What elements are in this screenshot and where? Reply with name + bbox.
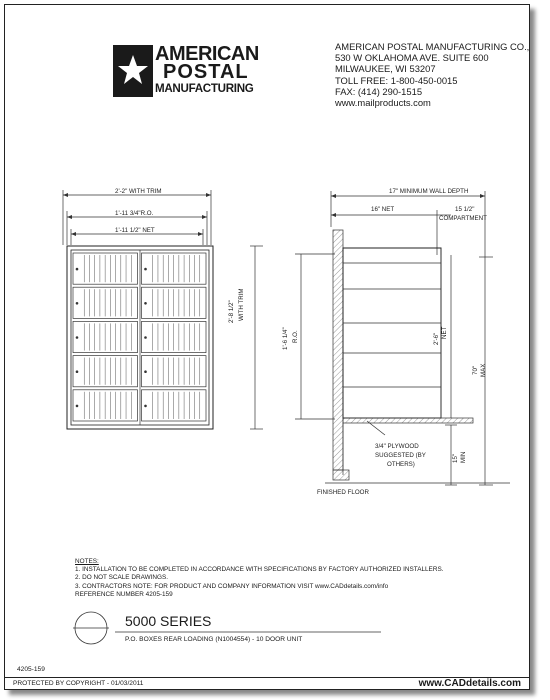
notes-heading: NOTES: (75, 558, 99, 565)
dim-height-trim: 2'-8 1/2" (228, 300, 235, 323)
lock-icon (144, 405, 147, 408)
mailbox-door (142, 356, 207, 387)
footer-bar (5, 677, 529, 690)
mailbox-door (73, 287, 138, 318)
note-1: 1. INSTALLATION TO BE COMPLETED IN ACCORDANCE WITH SPECIFICATIONS BY FACTORY AUTHORIZED INSTALLERS. (75, 566, 444, 574)
dim-net-height-label: NET (441, 326, 448, 339)
company-name: AMERICAN POSTAL MANUFACTURING CO., (335, 41, 530, 52)
mailbox-door (142, 253, 207, 284)
company-address-1: 530 W OKLAHOMA AVE. SUITE 600 (335, 52, 489, 64)
plywood-note-3: OTHERS) (387, 461, 415, 468)
lock-icon (144, 302, 147, 305)
dim-min-height-label: MIN (460, 451, 467, 463)
mailbox-door (73, 390, 138, 421)
notes-block (75, 558, 443, 599)
lock-icon (144, 336, 147, 339)
dim-width-net: 1'-11 1/2" NET (115, 227, 155, 234)
plywood-note-1: 3/4" PLYWOOD (375, 443, 419, 450)
dim-min-height: 15" (452, 453, 459, 463)
dim-max-height-label: MAX (480, 363, 487, 377)
mailbox-door (142, 321, 207, 352)
reference-number: 4205-159 (17, 666, 45, 673)
door-grid (73, 253, 206, 421)
dim-compartment-b: COMPARTMENT (439, 215, 487, 222)
lock-icon (76, 336, 79, 339)
note-3: 3. CONTRACTORS NOTE: FOR PRODUCT AND COMPANY INFORMATION VISIT www.CADdetails.com/info (75, 582, 389, 590)
logo-line-2: POSTAL (163, 61, 249, 83)
dim-width-trim: 2'-2" WITH TRIM (115, 188, 162, 195)
series-title: 5000 SERIES (125, 613, 212, 629)
mailbox-door (142, 287, 207, 318)
company-web: www.mailproducts.com (335, 97, 431, 109)
caddetails-link[interactable]: www.CADdetails.com (418, 678, 521, 689)
mailbox-door (73, 253, 138, 284)
dim-net-depth: 16" NET (371, 206, 395, 213)
dim-height-ro: 1'-6 1/4" (282, 327, 289, 350)
dim-compartment-a: 15 1/2" (455, 206, 475, 213)
lock-icon (76, 302, 79, 305)
dim-net-height: 2'-6" (433, 332, 440, 345)
dim-width-ro: 1'-11 3/4"R.O. (115, 210, 154, 217)
logo-line-3: MANUFACTURING (155, 82, 254, 95)
lock-icon (76, 405, 79, 408)
lock-icon (76, 370, 79, 373)
series-subtitle: P.O. BOXES REAR LOADING (N1004554) - 10 DOOR UNIT (125, 636, 303, 643)
company-tollfree: TOLL FREE: 1-800-450-0015 (335, 74, 458, 86)
drawing-sheet (4, 4, 530, 690)
finished-floor-label: FINISHED FLOOR (317, 489, 369, 496)
mailbox-door (142, 390, 207, 421)
logo-line-1: AMERICAN (155, 43, 259, 65)
dim-height-trim-label: WITH TRIM (238, 288, 245, 321)
mailbox-door (73, 321, 138, 352)
company-address-2: MILWAUKEE, WI 53207 (335, 63, 436, 75)
copyright-text: PROTECTED BY COPYRIGHT - 01/03/2011 (13, 680, 144, 687)
mailbox-door (73, 356, 138, 387)
lock-icon (76, 268, 79, 271)
plywood-note-2: SUGGESTED (BY (375, 452, 426, 459)
company-fax: FAX: (414) 290-1515 (335, 85, 423, 97)
dim-wall-depth: 17" MINIMUM WALL DEPTH (389, 188, 469, 195)
dim-height-ro-label: R.O. (292, 330, 299, 343)
dim-max-height: 70" (472, 365, 479, 375)
lock-icon (144, 370, 147, 373)
lock-icon (144, 268, 147, 271)
title-block-graphic (71, 611, 391, 651)
note-2: 2. DO NOT SCALE DRAWINGS. (75, 574, 169, 582)
note-4: REFERENCE NUMBER 4205-159 (75, 590, 173, 598)
